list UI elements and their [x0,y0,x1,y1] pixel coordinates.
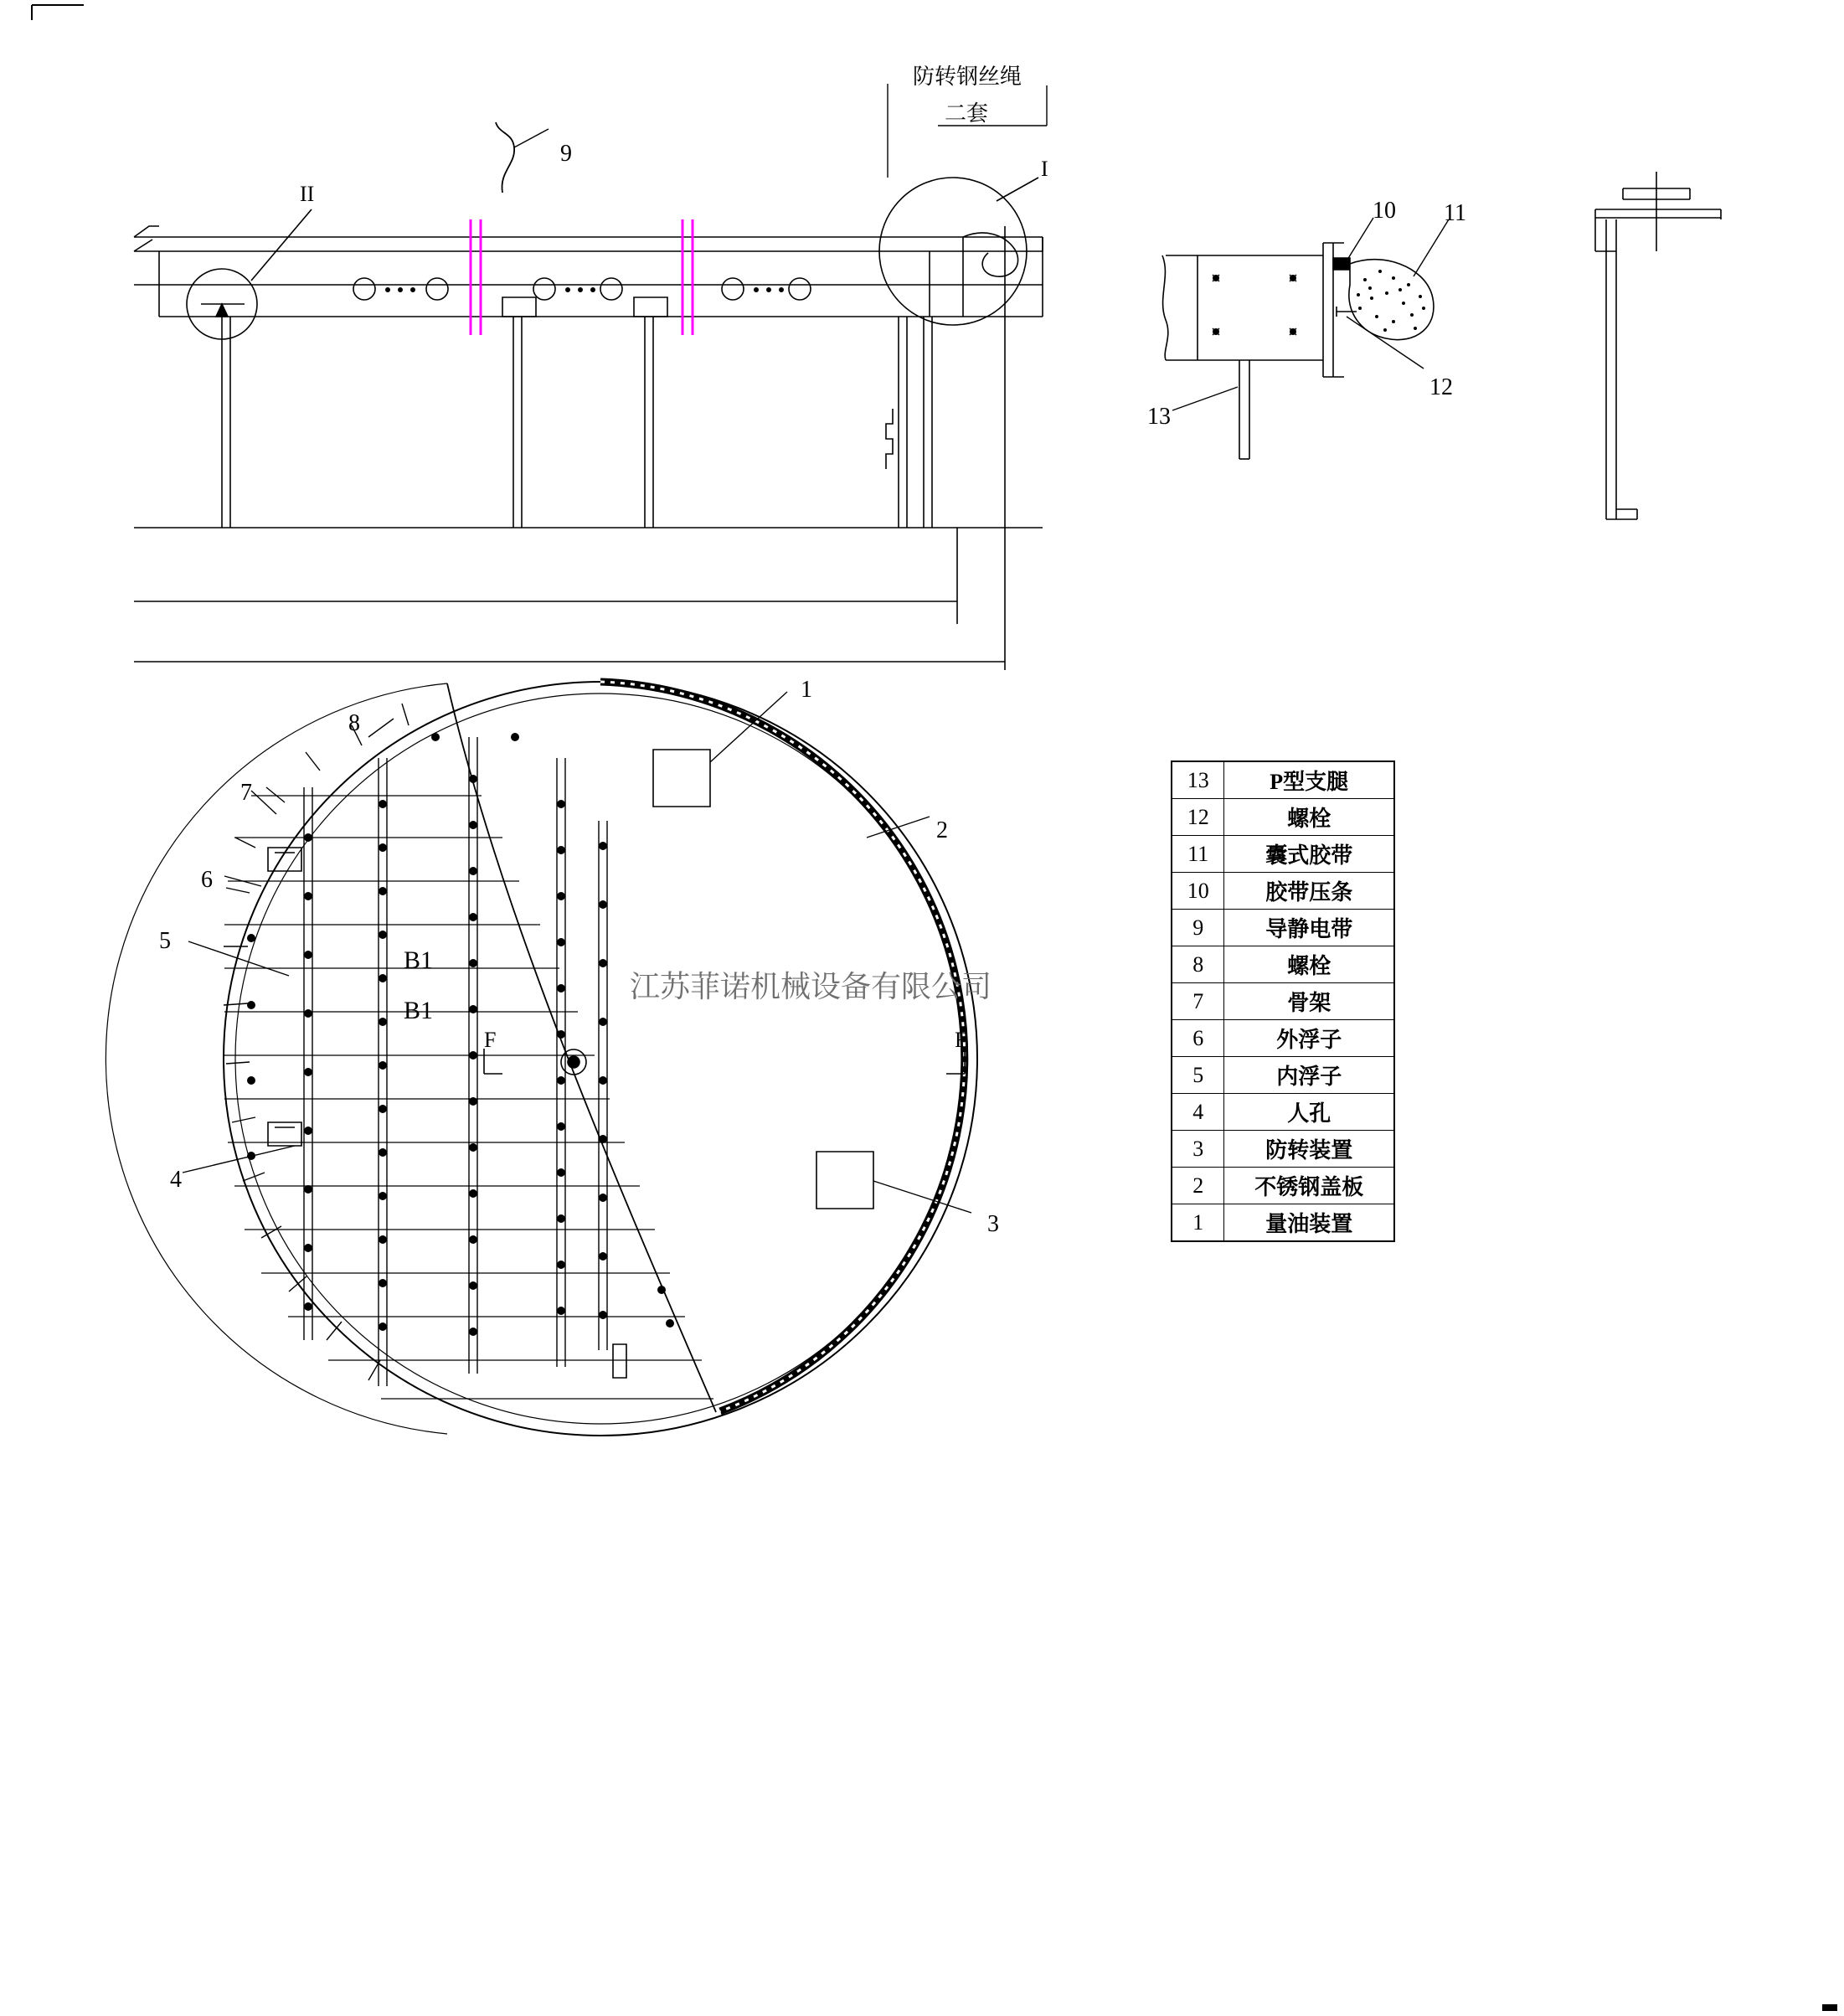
callout-4: 4 [170,1167,182,1193]
sheet-corner-mark [1822,2004,1837,2011]
legend-index: 6 [1172,1020,1224,1057]
table-row [1172,1057,1394,1094]
callout-6: 6 [201,867,213,893]
callout-13: 13 [1147,404,1171,430]
table-row [1172,946,1394,983]
callout-11: 11 [1444,200,1466,226]
legend-index: 8 [1172,946,1224,983]
legend-name: 量油装置 [1224,1204,1394,1242]
legend-index: 10 [1172,873,1224,910]
legend-index: 12 [1172,799,1224,836]
callout-1: 1 [801,677,812,703]
table-row [1172,1131,1394,1168]
callout-7: 7 [240,780,252,806]
legend-index: 1 [1172,1204,1224,1242]
legend-name: 胶带压条 [1224,873,1394,910]
legend-name: 外浮子 [1224,1020,1394,1057]
table-row [1172,799,1394,836]
detail-mark-II: II [300,182,315,206]
note-anti-rotation-cable: 防转钢丝绳 [913,64,1022,89]
table-row [1172,1168,1394,1204]
callout-5: 5 [159,928,171,954]
table-row [1172,1094,1394,1131]
detail-mark-I: I [1041,157,1048,181]
legend-index: 5 [1172,1057,1224,1094]
parts-legend-table [1171,761,1395,1242]
legend-index: 2 [1172,1168,1224,1204]
table-row [1172,836,1394,873]
legend-name: 螺栓 [1224,799,1394,836]
table-row [1172,1020,1394,1057]
panel-label-b1-lower: B1 [404,997,434,1024]
callout-10: 10 [1373,198,1396,224]
table-row [1172,1204,1394,1242]
legend-index: 3 [1172,1131,1224,1168]
callout-12: 12 [1429,374,1453,400]
callout-9: 9 [560,141,572,167]
callout-3: 3 [987,1211,999,1237]
table-row [1172,910,1394,946]
callout-8: 8 [348,710,360,736]
legend-name: 骨架 [1224,983,1394,1020]
legend-index: 11 [1172,836,1224,873]
legend-name: 囊式胶带 [1224,836,1394,873]
table-row [1172,983,1394,1020]
legend-name: 导静电带 [1224,910,1394,946]
table-row [1172,761,1394,799]
legend-index: 4 [1172,1094,1224,1131]
legend-name: P型支腿 [1224,761,1394,799]
table-row [1172,873,1394,910]
note-anti-rotation-cable-qty: 二套 [945,101,989,126]
legend-index: 13 [1172,761,1224,799]
legend-index: 7 [1172,983,1224,1020]
panel-label-b1-upper: B1 [404,946,434,974]
legend-name: 防转装置 [1224,1131,1394,1168]
legend-name: 螺栓 [1224,946,1394,983]
section-mark-f-left: F [484,1028,497,1052]
company-watermark: 江苏菲诺机械设备有限公司 [630,969,992,1003]
legend-name: 人孔 [1224,1094,1394,1131]
legend-name: 不锈钢盖板 [1224,1168,1394,1204]
legend-index: 9 [1172,910,1224,946]
legend-name: 内浮子 [1224,1057,1394,1094]
callout-2: 2 [936,817,948,843]
section-mark-f-right: F [955,1028,967,1052]
